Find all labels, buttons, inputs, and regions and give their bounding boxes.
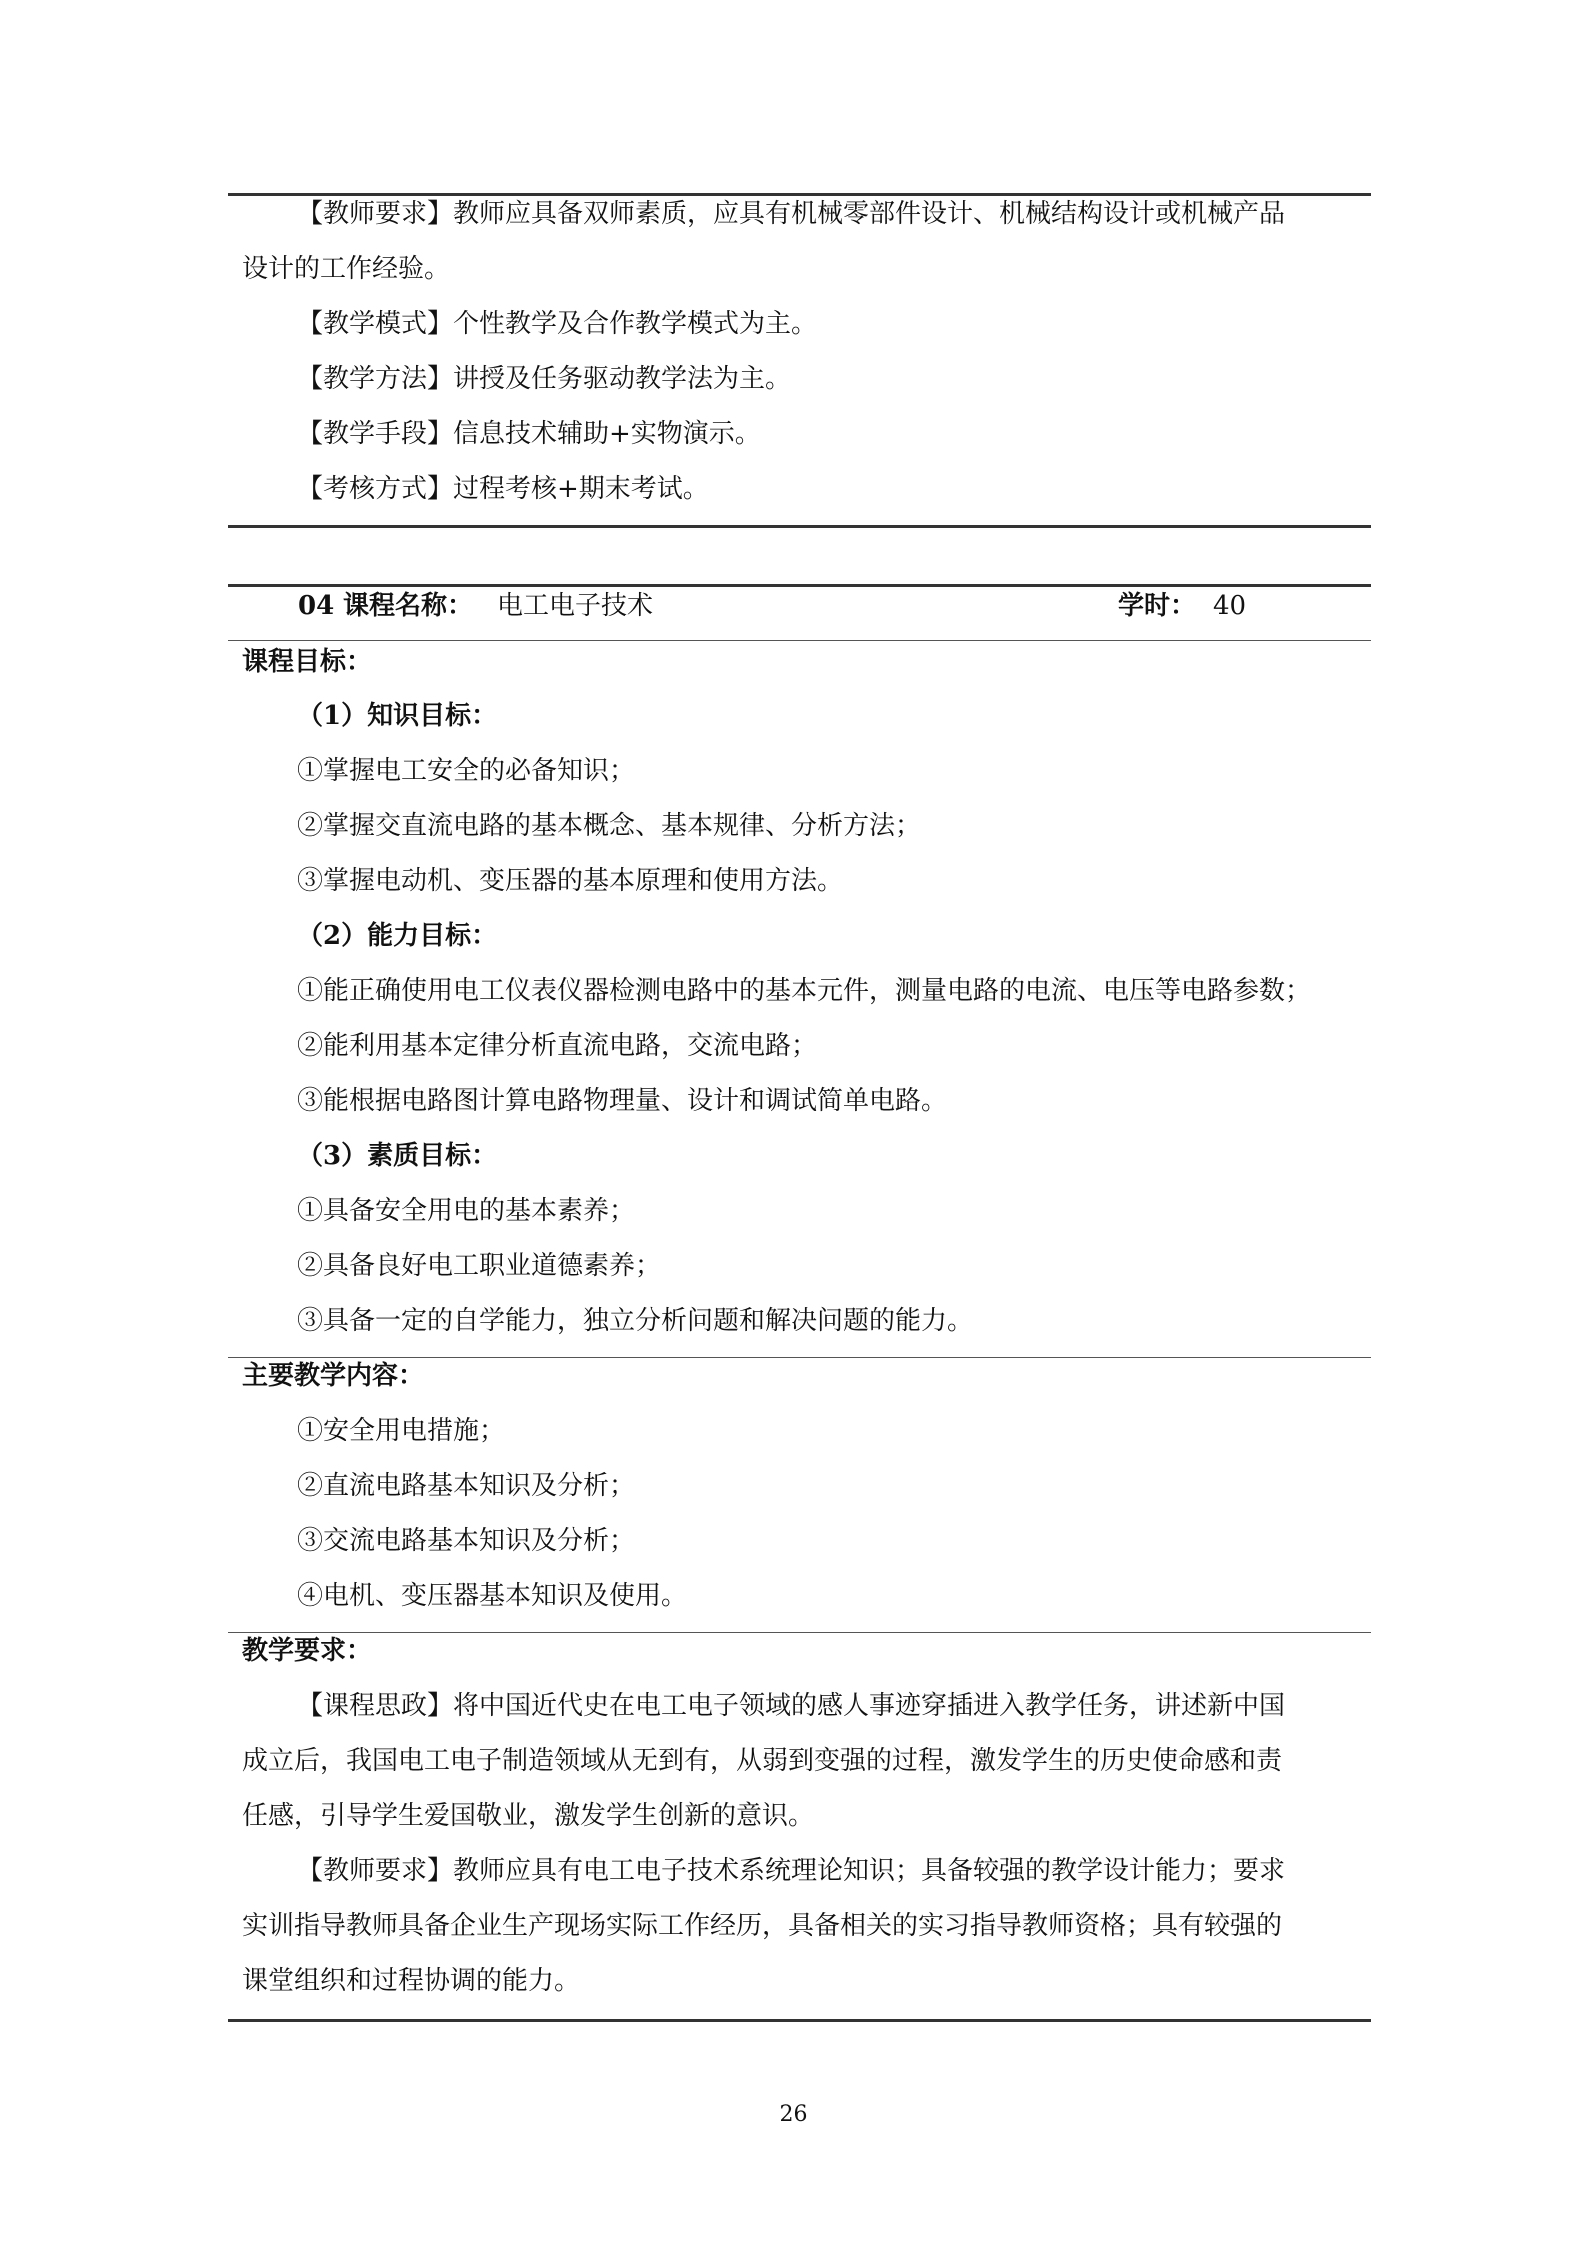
list-item: ②直流电路基本知识及分析； xyxy=(297,1471,636,1501)
knowledge-goal-title: （1）知识目标： xyxy=(297,701,498,731)
course-name: 电工电子技术 xyxy=(497,591,654,621)
quality-goal-title: （3）素质目标： xyxy=(297,1141,498,1171)
course-hours-label: 学时： xyxy=(1118,591,1197,621)
ideology-line-3: 任感，引导学生爱国敬业，激发学生创新的意识。 xyxy=(242,1801,815,1831)
course-table-bottom-rule xyxy=(228,2019,1371,2022)
list-item: ①掌握电工安全的必备知识； xyxy=(297,756,636,786)
assessment-method: 【考核方式】过程考核+期末考试。 xyxy=(297,474,709,504)
requirements-heading: 教学要求： xyxy=(242,1636,373,1666)
ideology-line-2: 成立后，我国电工电子制造领域从无到有，从弱到变强的过程，激发学生的历史使命感和责 xyxy=(242,1746,1283,1776)
course-hours: 40 xyxy=(1213,591,1247,621)
teacher-line-1: 【教师要求】教师应具有电工电子技术系统理论知识；具备较强的教学设计能力；要求 xyxy=(297,1856,1286,1886)
teacher-requirement-line-2: 设计的工作经验。 xyxy=(242,254,451,284)
teacher-line-2: 实训指导教师具备企业生产现场实际工作经历，具备相关的实习指导教师资格；具有较强的 xyxy=(242,1911,1283,1941)
list-item: ④电机、变压器基本知识及使用。 xyxy=(297,1581,688,1611)
list-item: ③具备一定的自学能力，独立分析问题和解决问题的能力。 xyxy=(297,1306,974,1336)
course-number: 04 xyxy=(298,591,335,621)
list-item: ①安全用电措施； xyxy=(297,1416,506,1446)
content-heading: 主要教学内容： xyxy=(242,1361,425,1391)
list-item: ③能根据电路图计算电路物理量、设计和调试简单电路。 xyxy=(297,1086,948,1116)
ideology-line-1: 【课程思政】将中国近代史在电工电子领域的感人事迹穿插进入教学任务，讲述新中国 xyxy=(297,1691,1286,1721)
course-name-label: 课程名称： xyxy=(343,591,474,621)
list-item: ②能利用基本定律分析直流电路，交流电路； xyxy=(297,1031,818,1061)
course-header-divider xyxy=(228,640,1371,641)
teaching-method: 【教学方法】讲授及任务驱动教学法为主。 xyxy=(297,364,792,394)
goals-heading: 课程目标： xyxy=(242,647,373,677)
list-item: ①能正确使用电工仪表仪器检测电路中的基本元件，测量电路的电流、电压等电路参数； xyxy=(297,976,1312,1006)
table-bottom-rule xyxy=(228,525,1371,528)
teacher-line-3: 课堂组织和过程协调的能力。 xyxy=(242,1966,581,1996)
list-item: ③掌握电动机、变压器的基本原理和使用方法。 xyxy=(297,866,844,896)
teaching-mode: 【教学模式】个性教学及合作教学模式为主。 xyxy=(297,309,818,339)
teacher-requirement-line-1: 【教师要求】教师应具备双师素质，应具有机械零部件设计、机械结构设计或机械产品 xyxy=(297,199,1286,229)
list-item: ②具备良好电工职业道德素养； xyxy=(297,1251,662,1281)
course-table-top-rule xyxy=(228,584,1371,587)
ability-goal-title: （2）能力目标： xyxy=(297,921,498,951)
list-item: ①具备安全用电的基本素养； xyxy=(297,1196,636,1226)
list-item: ③交流电路基本知识及分析； xyxy=(297,1526,636,1556)
page-number: 26 xyxy=(779,2102,808,2127)
teaching-means: 【教学手段】信息技术辅助+实物演示。 xyxy=(297,419,761,449)
list-item: ②掌握交直流电路的基本概念、基本规律、分析方法； xyxy=(297,811,922,841)
